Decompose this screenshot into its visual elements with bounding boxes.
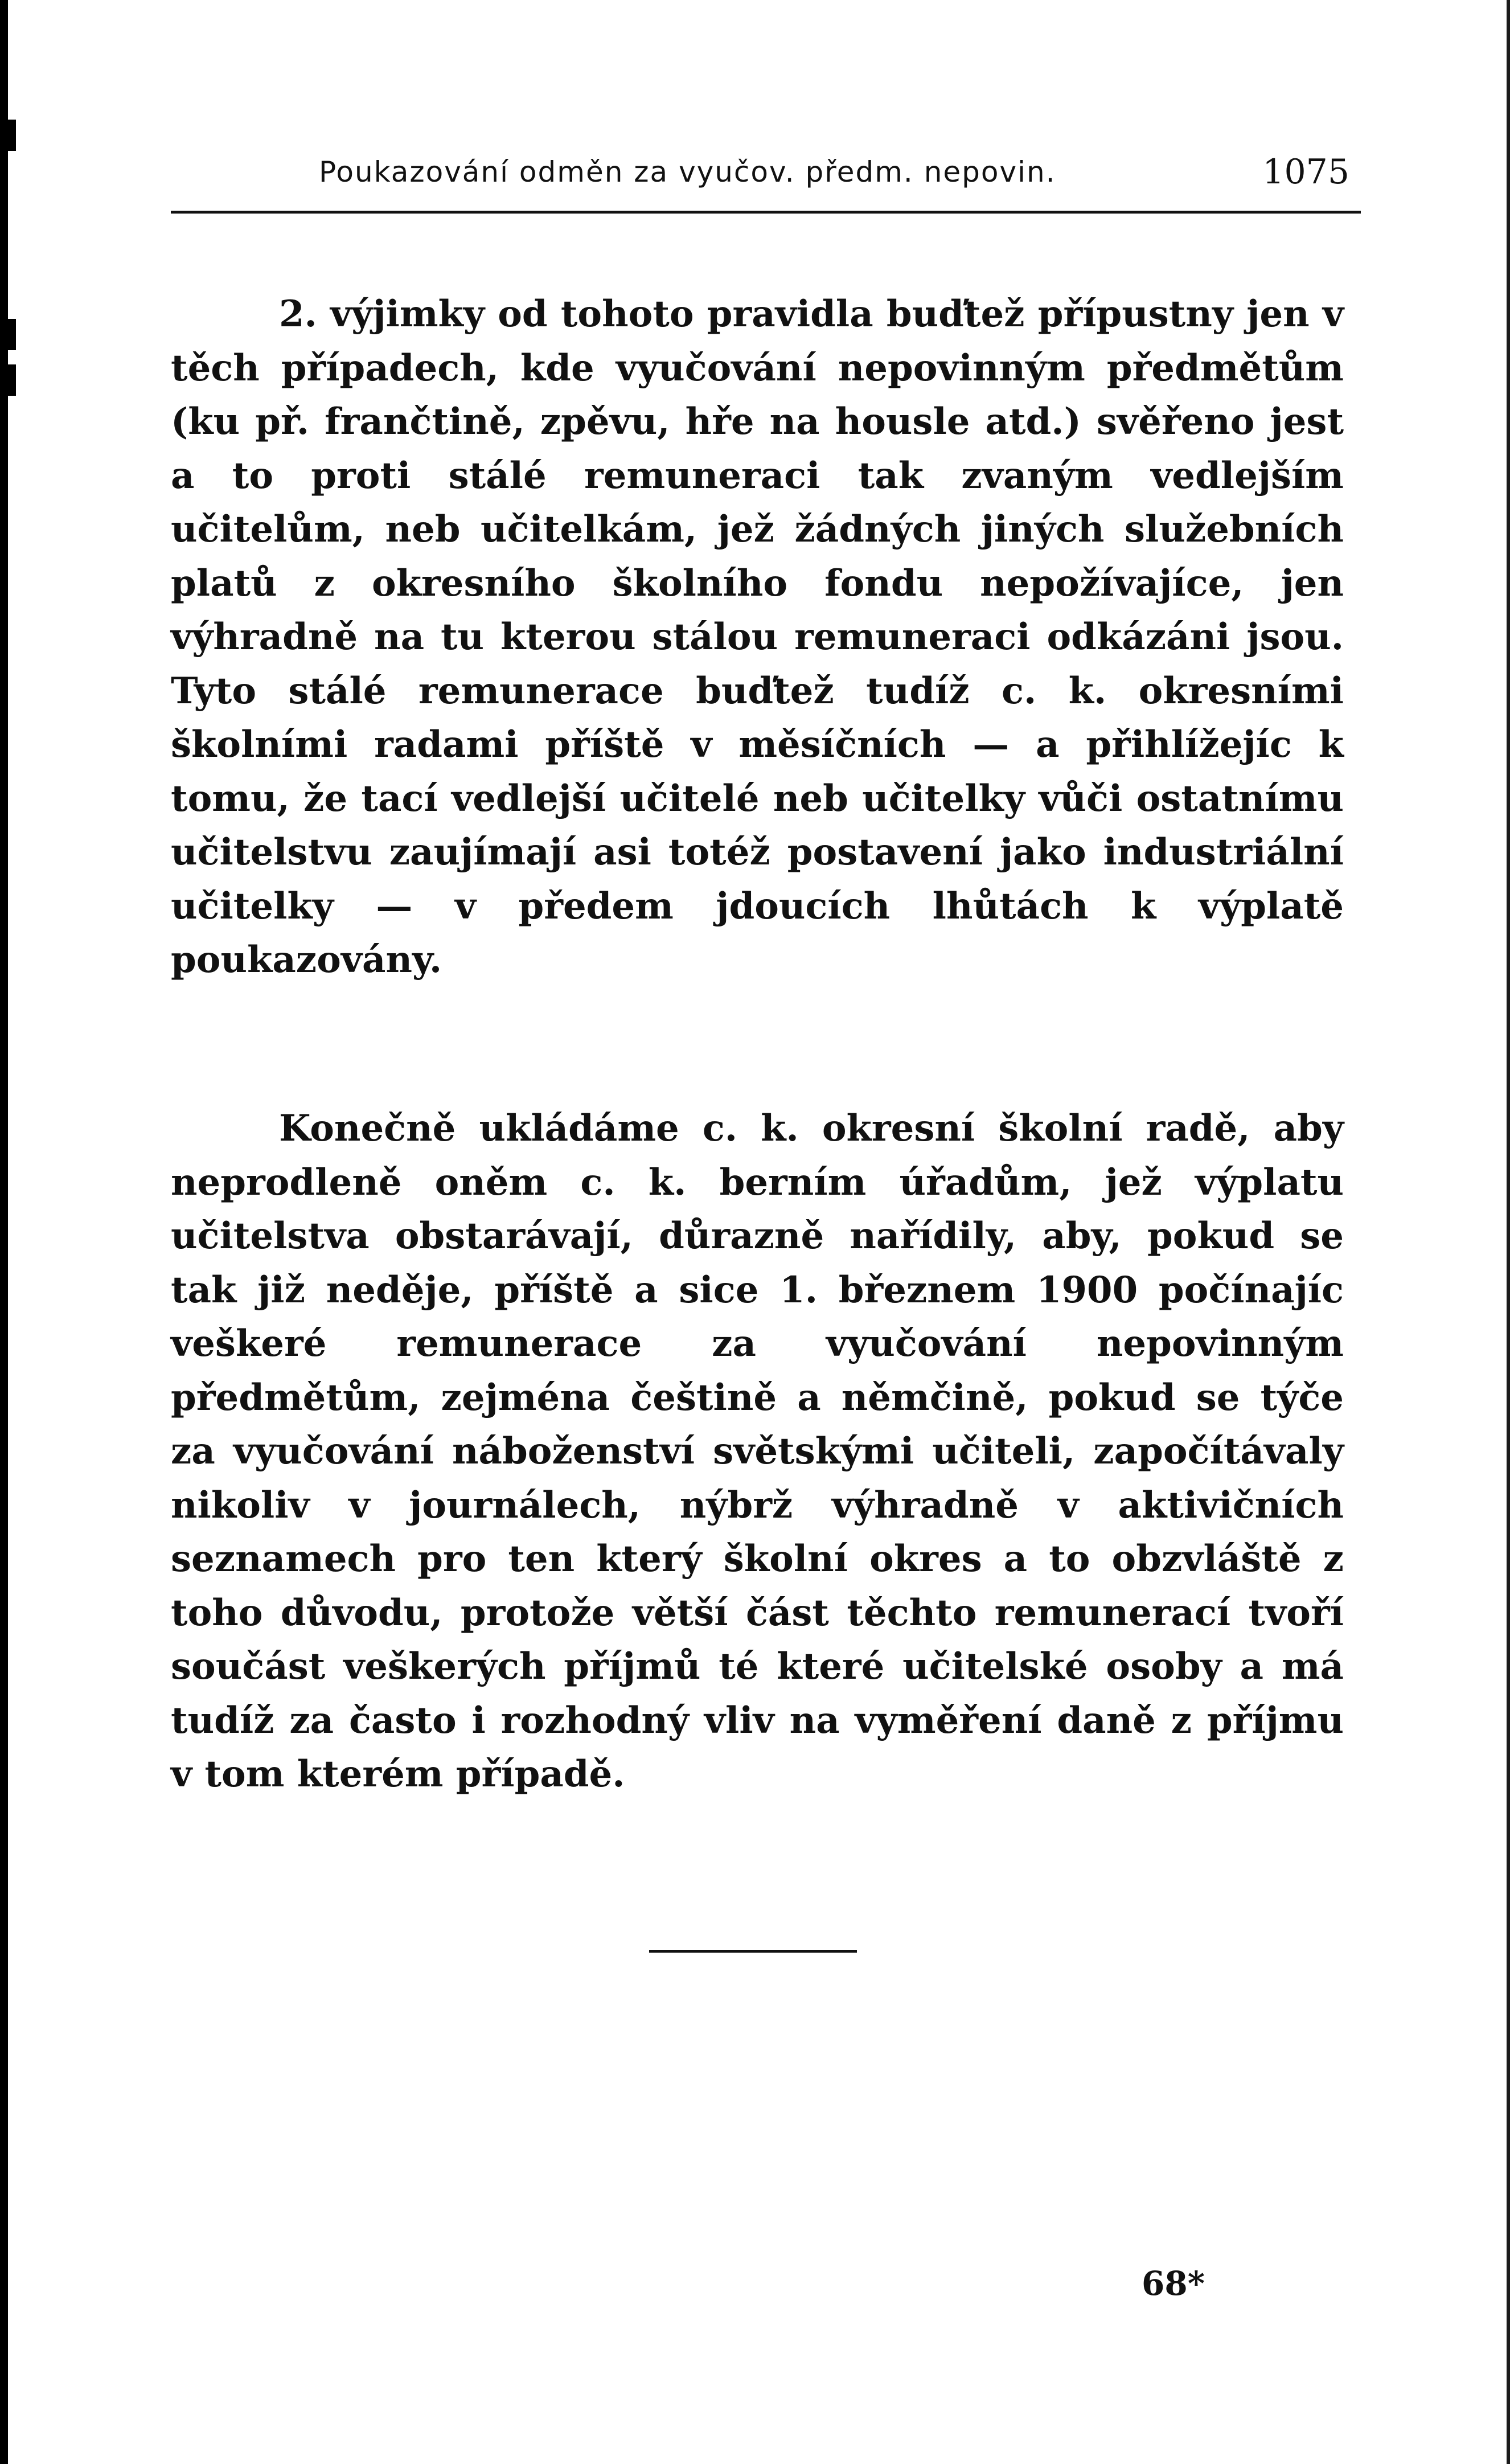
running-head-title: Poukazování odměn za vyučov. předm. nepovin. xyxy=(319,155,1056,188)
scan-border-right xyxy=(1507,0,1510,2464)
scan-edge-mark xyxy=(8,120,16,151)
paragraph-1: 2. výjimky od tohoto pravidla buďtež přípustny jen v těch případech, kde vyučování nepovinným předmětům (ku př. frančtině, zpěvu, hře na housle atd.) svěřeno jest a to proti stálé remuneraci tak zvaným vedlejším učitelům, neb učitelkám, jež žádných jiných služebních platů z okresního školního fondu nepožívajíce, jen výhradně na tu kterou stálou remuneraci odkázáni jsou. Tyto stálé remunerace buďtež tudíž c. k. okresními školními radami příště v měsíčních — a přihlížejíc k tomu, že tací vedlejší učitelé neb učitelky vůči ostatnímu učitelstvu zaujímají asi totéž postavení jako industriální učitelky — v předem jdoucích lhůtách k výplatě poukazovány. xyxy=(171,293,1344,981)
sheet-signature: 68* xyxy=(1142,2264,1205,2303)
header-rule xyxy=(171,211,1361,214)
scan-edge-mark xyxy=(8,364,16,396)
section-end-rule xyxy=(649,1950,857,1953)
scan-border-left xyxy=(0,0,8,2464)
paragraph-2: Konečně ukládáme c. k. okresní školní radě, aby neprodleně oněm c. k. berním úřadům, jež výplatu učitelstva obstarávají, důrazně nařídily, aby, pokud se tak již neděje, příště a sice 1. březnem 1900 počínajíc veškeré remunerace za vyučování nepovinným předmětům, zejména češtině a němčině, pokud se týče za vyučování náboženství světskými učiteli, započítávaly nikoliv v journálech, nýbrž výhradně v aktivičních seznamech pro ten který školní okres a to obzvláště z toho důvodu, protože větší část těchto remunerací tvoří součást veškerých příjmů té které učitelské osoby a má tudíž za často i rozhodný vliv na vyměření daně z příjmu v tom kterém případě. xyxy=(171,1107,1344,1795)
running-head xyxy=(319,149,1349,195)
page-number: 1075 xyxy=(1262,152,1349,192)
scan-edge-mark xyxy=(8,319,16,350)
